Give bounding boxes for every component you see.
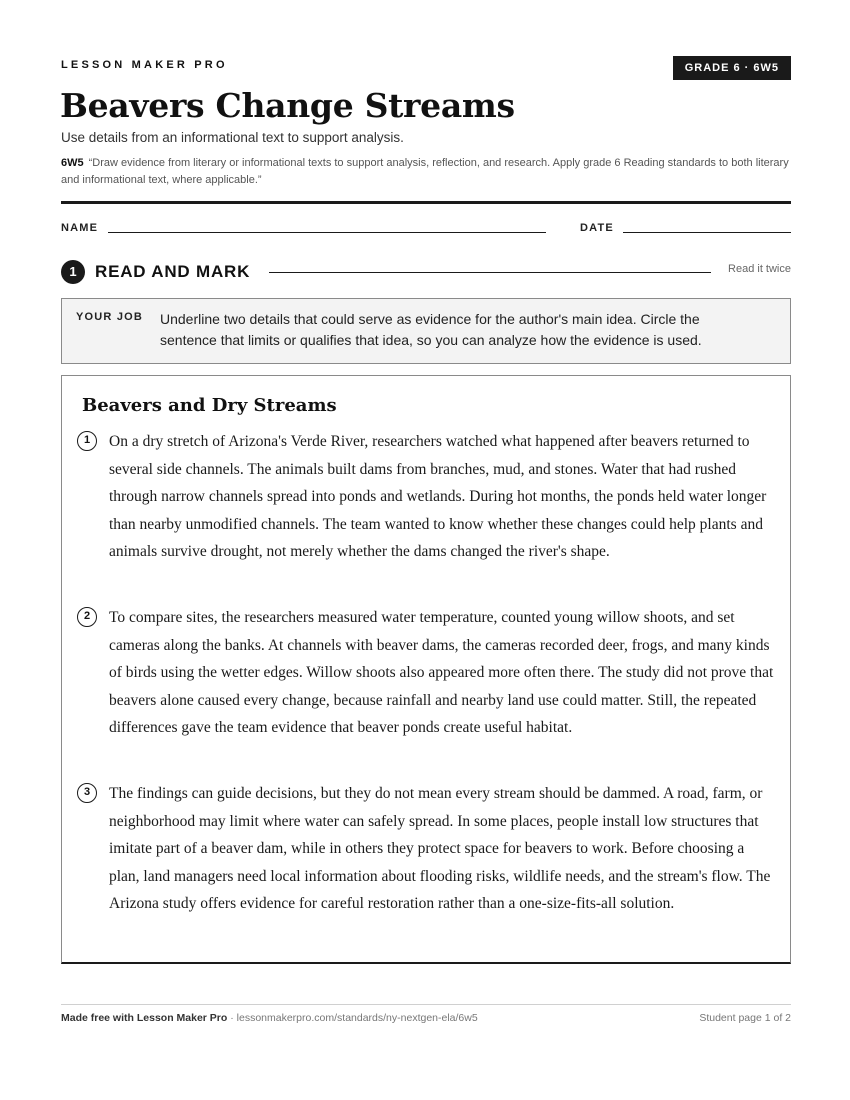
date-label: DATE	[580, 222, 614, 234]
job-instructions-box	[61, 298, 791, 364]
footer-page-number: Student page 1 of 2	[699, 1012, 791, 1024]
paragraph-number-badge: 1	[77, 431, 97, 451]
passage-title: Beavers and Dry Streams	[82, 395, 337, 416]
footer-url[interactable]: lessonmakerpro.com/standards/ny-nextgen-ela/6w5	[236, 1012, 478, 1024]
top-row	[61, 56, 791, 80]
grade-badge: GRADE 6 · 6W5	[673, 56, 791, 80]
section-note: Read it twice	[728, 263, 791, 275]
job-label: YOUR JOB	[76, 311, 144, 323]
brand-name: LESSON MAKER PRO	[61, 59, 228, 71]
date-field[interactable]	[623, 232, 791, 233]
passage-paragraph: The findings can guide decisions, but they do not mean every stream should be dammed. A road, farm, or neighborhood may limit where water can safely spread. In some places, people install low structures that imitate part of a beaver dam, while in others they protect space for beavers to work. Before choosing a plan, land managers need local information about flooding risks, wildlife needs, and the stream's flow. The Arizona study offers evidence for careful restoration rather than a one-size-fits-all solution.	[109, 785, 771, 913]
passage-paragraph: To compare sites, the researchers measured water temperature, counted young willow shoots, and set cameras along the banks. At channels with beaver dams, the cameras recorded deer, frogs, and many kinds of birds using the wetter edges. Willow shoots also appeared more often there. The study did not prove that beavers alone caused every change, because rainfall and nearby land use could matter. Still, the repeated differences gave the team evidence that beaver ponds create useful habitat.	[109, 609, 774, 737]
standard-text: “Draw evidence from literary or informational texts to support analysis, reflection, and research. Apply grade 6 Reading standards to both literary and informational text, where applicable.”	[61, 157, 789, 186]
job-text: Underline two details that could serve as evidence for the author's main idea. Circle the sentence that limits or qualifies that idea, so you can analyze how the evidence is used.	[160, 311, 702, 348]
footer	[61, 1012, 791, 1024]
footer-divider	[61, 1004, 791, 1005]
footer-separator: ·	[227, 1012, 237, 1024]
header-divider	[61, 201, 791, 204]
page-title: Beavers Change Streams	[60, 86, 515, 125]
page-subtitle: Use details from an informational text to support analysis.	[61, 130, 404, 145]
section-title: READ AND MARK	[95, 262, 251, 281]
section-divider	[269, 272, 711, 273]
section-header	[61, 260, 791, 284]
paragraph-number-badge: 2	[77, 607, 97, 627]
paragraph-number-badge: 3	[77, 783, 97, 803]
step-number-badge: 1	[61, 260, 85, 284]
name-label: NAME	[61, 222, 99, 234]
standard-code: 6W5	[61, 157, 84, 169]
standard-description	[61, 155, 791, 189]
reading-passage	[61, 375, 791, 964]
name-date-row	[61, 222, 791, 238]
footer-made-with: Made free with Lesson Maker Pro	[61, 1012, 228, 1024]
passage-paragraph: On a dry stretch of Arizona's Verde River, researchers watched what happened after beavers returned to several side channels. The animals built dams from branches, mud, and stones. Water that had rushed through narrow channels spread into ponds and wetlands. During hot months, the ponds held water longer than nearby unmodified channels. The team wanted to know whether these changes could help plants and animals survive drought, not merely whether the dams changed the river's shape.	[109, 433, 767, 561]
name-field[interactable]	[108, 232, 546, 233]
